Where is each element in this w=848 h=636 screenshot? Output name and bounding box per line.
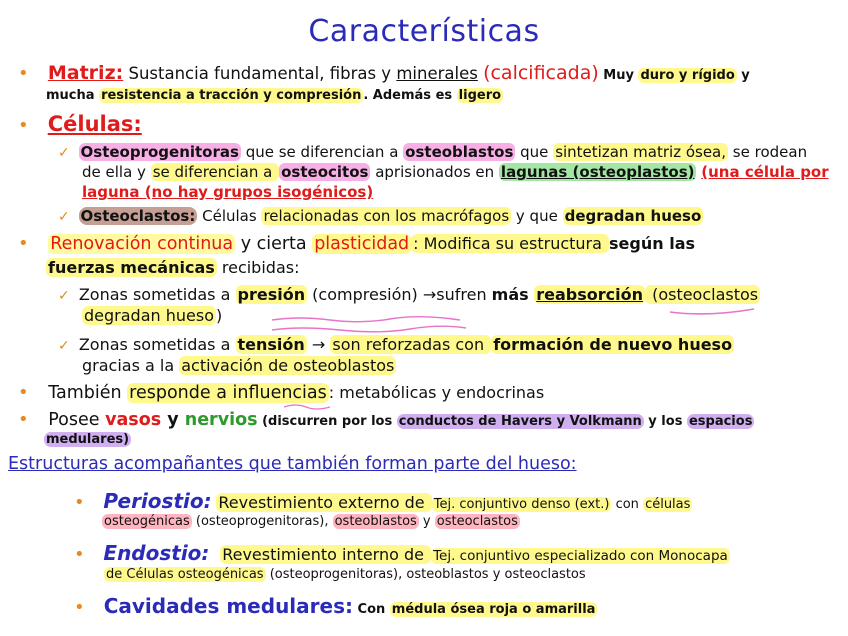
celulas-item-2: [58, 207, 703, 225]
compresion-text: (compresión) →sufren: [307, 285, 492, 304]
reabsorcion-underline-scribble: [668, 305, 758, 319]
bullet-icon: •: [74, 597, 85, 618]
estructuras-heading: Estructuras acompañantes que también forman parte del hueso:: [8, 454, 577, 474]
bullet-icon: •: [18, 233, 29, 254]
espacios-text: espacios: [688, 414, 753, 429]
segun-text: según las: [609, 234, 696, 253]
renovacion-text: Renovación continua: [50, 234, 234, 254]
nervios-text: nervios: [184, 410, 258, 430]
celulas-line: [18, 112, 142, 136]
muy-text: Muy: [598, 68, 639, 83]
reabsorcion-text: reabsorción: [536, 285, 643, 304]
matriz-line-2: [46, 88, 503, 103]
medula-text: médula ósea roja o amarilla: [391, 602, 596, 617]
renovacion-line-1: [18, 233, 695, 254]
posee-line-1: [18, 409, 754, 430]
posee-line-2: [44, 432, 131, 447]
calcificada-text: (calcificada): [483, 62, 599, 84]
discurren-text: (discurren por los: [257, 414, 397, 429]
presion-text: presión: [237, 285, 306, 304]
matriz-desc: Sustancia fundamental, fibras y: [123, 64, 397, 83]
sintetizan-text: sintetizan matriz ósea,: [555, 143, 727, 161]
periostio-colon: :: [203, 489, 212, 513]
celulas-text: células: [645, 497, 691, 512]
tej-especializado-text: Tej. conjuntivo especializado con Monocapa: [433, 548, 728, 564]
osteogenicas-text: osteogénicas: [104, 514, 190, 529]
bullet-icon: •: [74, 544, 85, 565]
con-text: Con: [353, 602, 390, 617]
tension-item-line-2: [82, 356, 396, 375]
responde-text: responde a influencias: [129, 383, 327, 403]
y-text: y: [736, 68, 750, 83]
metabolicas-text: : metabólicas y endocrinas: [328, 383, 545, 402]
posee-text: Posee: [48, 410, 106, 430]
osteoblastos-text: osteoblastos: [334, 514, 417, 529]
celulas-item-1: [58, 143, 807, 161]
degradan-text: degradan hueso: [564, 207, 702, 225]
tambien-text: También: [48, 383, 128, 403]
renovacion-connector: y cierta: [235, 234, 313, 254]
celulas-item-1-line-2: [82, 163, 829, 181]
celulas-label: Células:: [47, 112, 142, 136]
paren-text: ): [215, 306, 223, 325]
page-title: Características: [308, 14, 540, 49]
reforzadas-text: son reforzadas con: [332, 335, 490, 354]
osteoblastos-text: osteoblastos: [405, 143, 514, 161]
responde-scribble: [282, 401, 332, 413]
plasticidad-text: plasticidad: [314, 234, 410, 254]
arrow-text: →: [306, 335, 331, 354]
cavidades-line: [74, 594, 597, 618]
cavidades-label: Cavidades medulares:: [103, 594, 353, 618]
celulas-text: de ella y: [82, 163, 151, 181]
zonas-text: Zonas sometidas a: [78, 285, 236, 304]
y-text: y: [418, 514, 435, 529]
y-los-text: y los: [643, 414, 687, 429]
celulas-item-1-line-3: [82, 183, 373, 201]
handwritten-scribble: [270, 314, 470, 336]
vasos-text: vasos: [105, 410, 162, 430]
formacion-text: formación de nuevo hueso: [493, 335, 733, 354]
bullet-icon: •: [18, 409, 29, 430]
endostio-cells-text: (osteoprogenitoras), osteoblastos y osteoclastos: [265, 567, 586, 582]
check-icon: ✓: [58, 288, 70, 304]
laguna-text: laguna (no hay grupos isogénicos): [82, 183, 374, 201]
tej-denso-text: Tej. conjuntivo denso (ext.): [433, 497, 610, 512]
celulas-text: y que: [511, 207, 563, 225]
y-text: y: [161, 410, 185, 430]
osteocitos-text: osteocitos: [281, 163, 369, 181]
macrofagos-text: relacionadas con los macrófagos: [263, 207, 510, 225]
renovacion-line-2: [46, 258, 299, 277]
recibidas-text: recibidas:: [216, 258, 300, 277]
bullet-icon: •: [18, 63, 29, 84]
zonas-text: Zonas sometidas a: [78, 335, 236, 354]
bullet-icon: •: [18, 382, 29, 403]
celulas-text: aprisionados en: [370, 163, 499, 181]
presion-item: [58, 285, 760, 304]
check-icon: ✓: [58, 338, 70, 354]
minerales-text: minerales: [396, 64, 478, 83]
periostio-label: Periostio: [103, 489, 204, 513]
celulas-text: se rodean: [728, 143, 808, 161]
check-icon: ✓: [58, 209, 70, 225]
modifica-text: : Modifica su estructura: [413, 234, 608, 253]
mucha-text: mucha: [46, 88, 100, 103]
resistencia-text: resistencia a tracción y compresión: [101, 88, 362, 103]
bullet-icon: •: [18, 115, 29, 136]
presion-item-line-2: [82, 306, 222, 325]
revestimiento-interno-text: Revestimiento interno de: [222, 545, 430, 564]
tambien-line: [18, 382, 544, 403]
mas-text: más: [491, 285, 535, 304]
bullet-icon: •: [74, 492, 85, 513]
osteoprogenitoras-text: (osteoprogenitoras),: [191, 514, 333, 529]
periostio-line-1: [74, 489, 692, 513]
celulas-osteogenicas-text: de Células osteogénicas: [106, 567, 264, 582]
tension-text: tensión: [237, 335, 305, 354]
medulares-text: medulares): [46, 432, 130, 447]
matriz-label: Matriz:: [47, 62, 124, 84]
osteoclastos-label: Osteoclastos:: [80, 207, 196, 225]
degradan-hueso-text: degradan hueso: [84, 306, 214, 325]
havers-text: conductos de Havers y Volkmann: [398, 414, 642, 429]
endostio-label: Endostio:: [103, 541, 210, 565]
tension-item: [58, 335, 734, 354]
celulas-text: que: [515, 143, 554, 161]
endostio-line-2: [104, 567, 586, 582]
una-celula-text: (una célula por: [701, 163, 829, 181]
periostio-line-2: [102, 514, 520, 529]
osteoclastos-text: (osteoclastos: [646, 285, 759, 304]
osteoprogenitoras-text: Osteoprogenitoras: [80, 143, 239, 161]
ademas-text: . Además es: [363, 88, 457, 103]
celulas-text: se diferencian a: [152, 163, 278, 181]
gracias-text: gracias a la: [82, 356, 180, 375]
fuerzas-text: fuerzas mecánicas: [48, 258, 215, 277]
osteoclastos-text: osteoclastos: [436, 514, 518, 529]
lagunas-text: lagunas (osteoplastos): [500, 163, 695, 181]
celulas-text: Células: [197, 207, 262, 225]
ligero-text: ligero: [458, 88, 502, 103]
endostio-line-1: [74, 541, 730, 565]
con-text: con: [611, 497, 644, 512]
duro-rigido-text: duro y rígido: [640, 68, 735, 83]
matriz-line-1: [18, 62, 750, 84]
activacion-text: activación de osteoblastos: [181, 356, 395, 375]
revestimiento-externo-text: Revestimiento externo de: [218, 493, 430, 512]
check-icon: ✓: [58, 145, 70, 161]
celulas-text: que se diferencian a: [240, 143, 404, 161]
